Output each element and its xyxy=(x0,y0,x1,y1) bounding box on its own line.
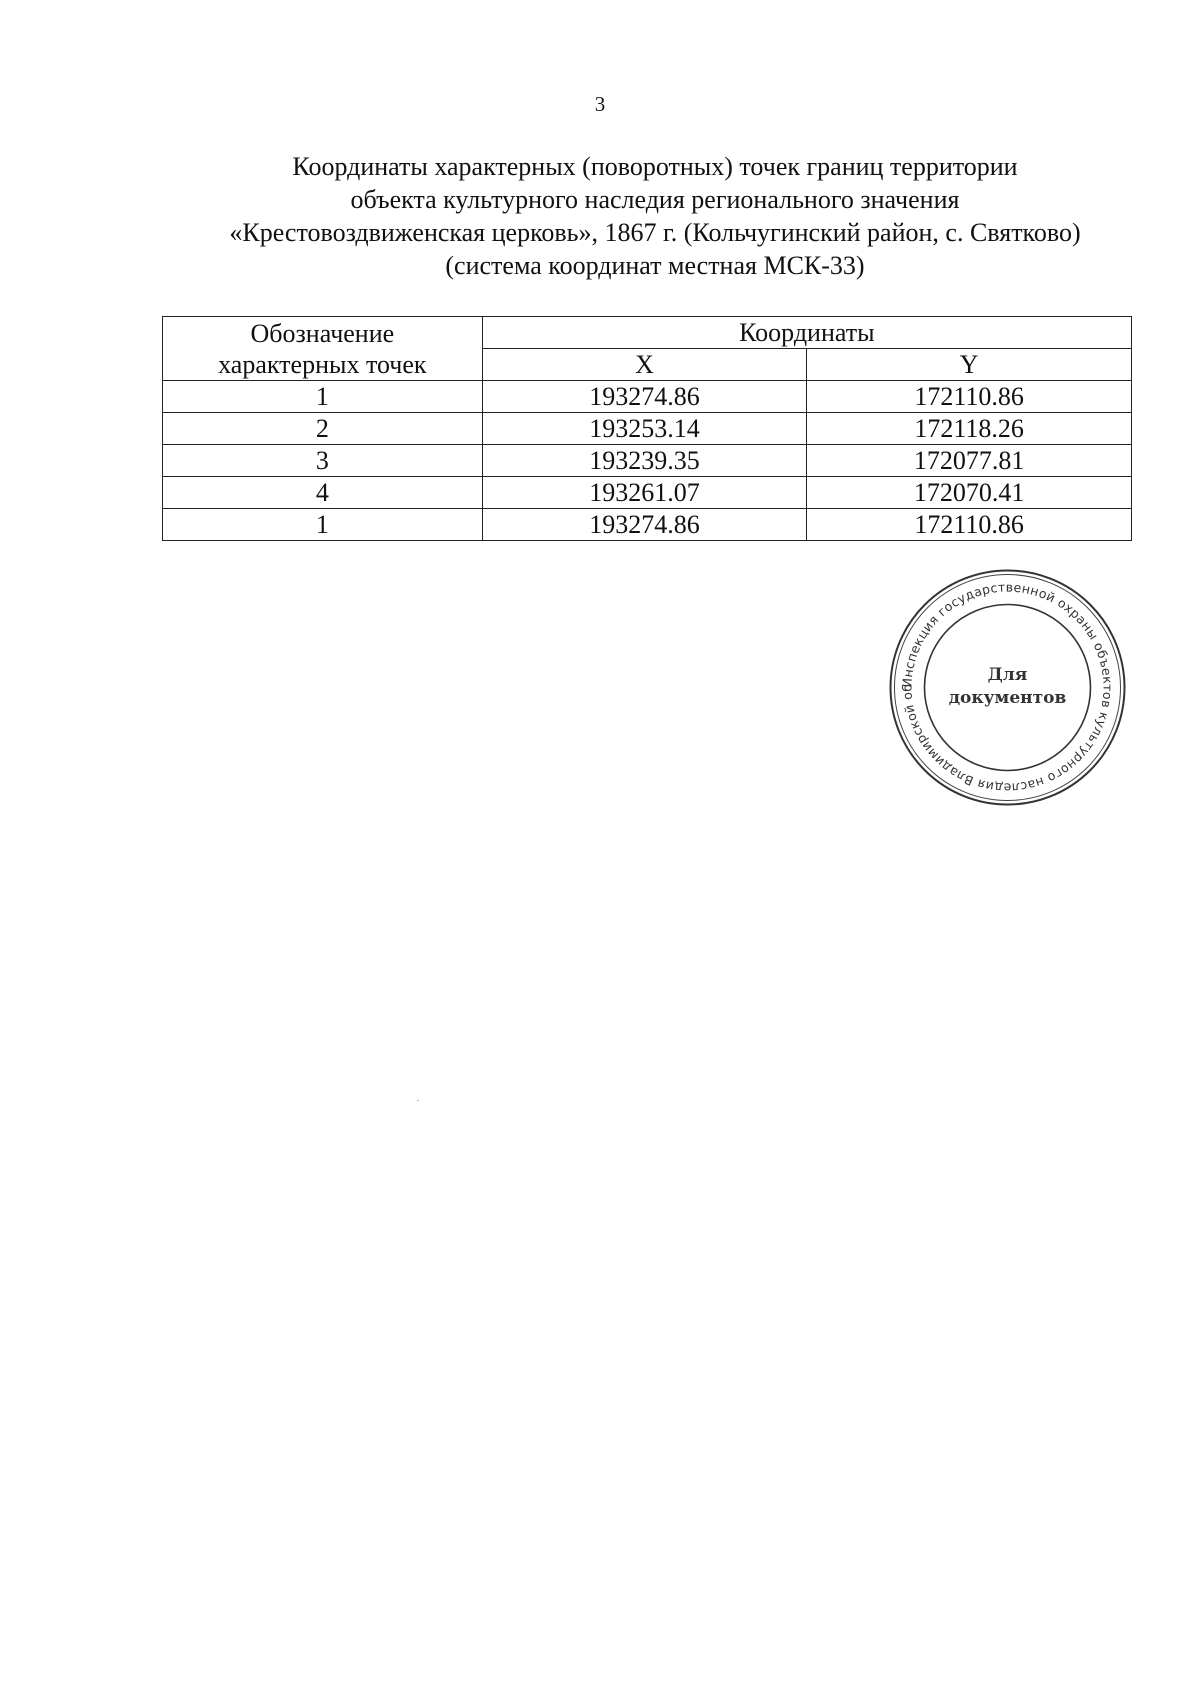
cell-y: 172118.26 xyxy=(807,413,1132,445)
table-row xyxy=(163,413,1132,445)
stamp-center-line-2: документов xyxy=(948,688,1067,708)
table-row xyxy=(163,381,1132,413)
stamp-seal-icon xyxy=(885,565,1130,810)
cell-x: 193239.35 xyxy=(482,445,807,477)
header-x: X xyxy=(482,349,807,381)
coordinates-table xyxy=(162,316,1132,541)
cell-point: 1 xyxy=(163,509,483,541)
page-number: 3 xyxy=(594,92,606,116)
document-title xyxy=(150,150,1160,282)
cell-y: 172070.41 xyxy=(807,477,1132,509)
title-line-2: объекта культурного наследия регионального значения xyxy=(350,185,960,214)
header-point-designation xyxy=(163,317,483,381)
table-row xyxy=(163,509,1132,541)
scan-speck xyxy=(417,1100,419,1101)
cell-y: 172110.86 xyxy=(807,509,1132,541)
title-line-1: Координаты характерных (поворотных) точек границ территории xyxy=(292,152,1018,181)
stamp-center-line-1: Для xyxy=(987,665,1028,685)
official-stamp xyxy=(885,565,1130,810)
cell-x: 193274.86 xyxy=(482,509,807,541)
cell-x: 193274.86 xyxy=(482,381,807,413)
cell-point: 2 xyxy=(163,413,483,445)
title-line-3: «Крестовоздвиженская церковь», 1867 г. (Кольчугинский район, с. Святково) xyxy=(229,218,1081,247)
cell-point: 4 xyxy=(163,477,483,509)
table-row xyxy=(163,445,1132,477)
cell-x: 193261.07 xyxy=(482,477,807,509)
header-point-line-1: Обозначение xyxy=(250,318,395,348)
table-header-row xyxy=(163,317,1132,349)
stamp-ring-text: Инспекция государственной охраны объектов культурного наследия Владимирской об xyxy=(899,579,1116,796)
cell-point: 3 xyxy=(163,445,483,477)
cell-x: 193253.14 xyxy=(482,413,807,445)
title-line-4: (система координат местная МСК-33) xyxy=(445,251,865,280)
cell-y: 172110.86 xyxy=(807,381,1132,413)
cell-y: 172077.81 xyxy=(807,445,1132,477)
table-row xyxy=(163,477,1132,509)
cell-point: 1 xyxy=(163,381,483,413)
header-coordinates: Координаты xyxy=(482,317,1131,349)
header-y: Y xyxy=(807,349,1132,381)
header-point-line-2: характерных точек xyxy=(218,349,427,379)
